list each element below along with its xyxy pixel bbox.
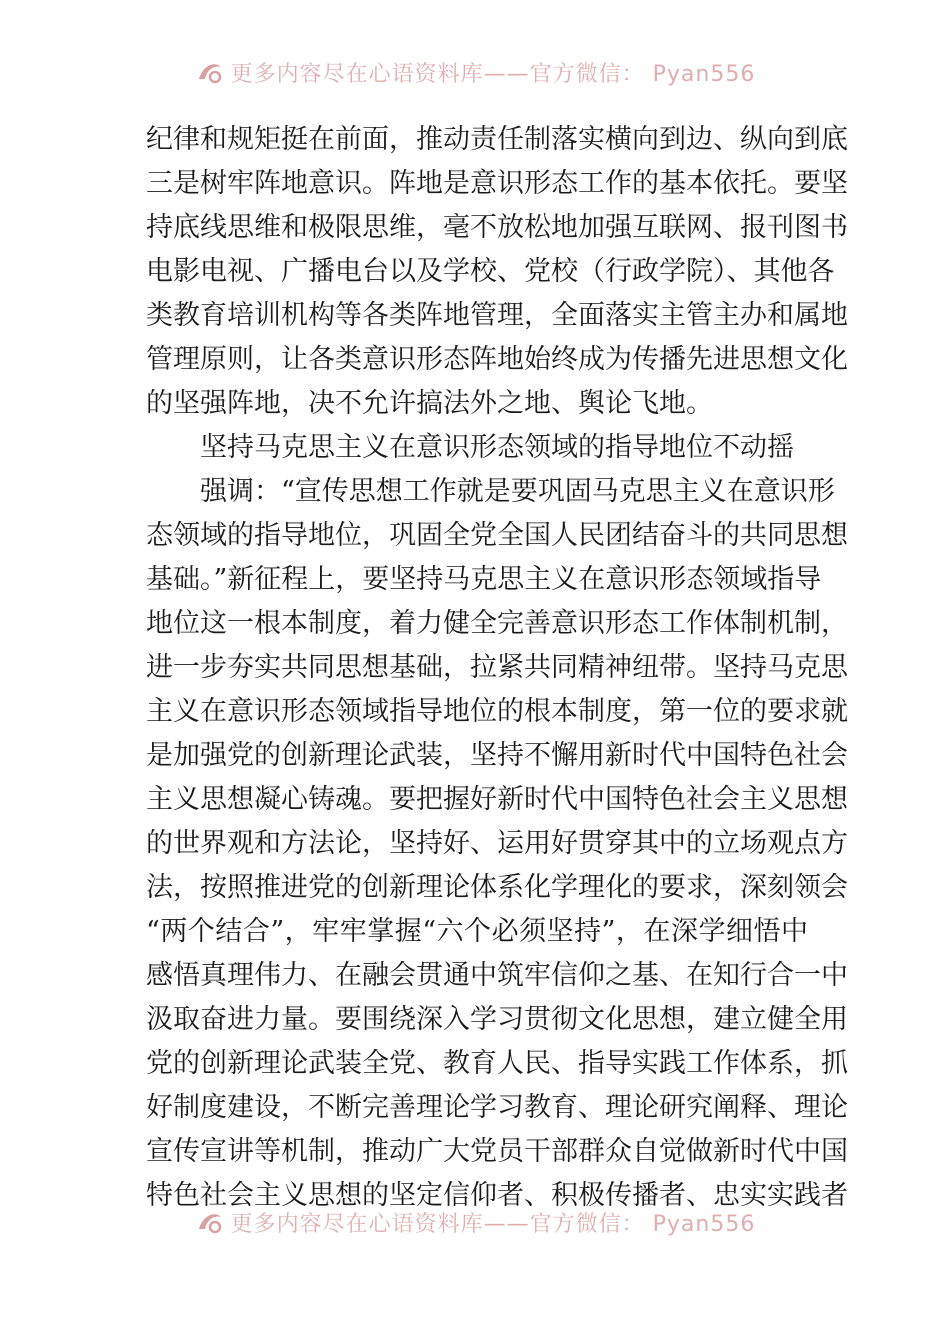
body-line: “两个结合”，牢牢掌握“六个必须坚持”，在深学细悟中 [146, 916, 808, 947]
body-line: 感悟真理伟力、在融会贯通中筑牢信仰之基、在知行合一中 [146, 960, 848, 991]
body-line: 进一步夯实共同思想基础，拉紧共同精神纽带。坚持马克思 [146, 652, 848, 683]
body-line: 态领域的指导地位，巩固全党全国人民团结奋斗的共同思想 [146, 520, 848, 551]
body-line: 三是树牢阵地意识。阵地是意识形态工作的基本依托。要坚 [146, 168, 848, 199]
body-line: 纪律和规矩挺在前面，推动责任制落实横向到边、纵向到底 [146, 124, 848, 155]
body-line: 电影电视、广播电台以及学校、党校（行政学院）、其他各 [146, 256, 835, 287]
body-line: 管理原则，让各类意识形态阵地始终成为传播先进思想文化 [146, 344, 848, 375]
body-line: 的世界观和方法论，坚持好、运用好贯穿其中的立场观点方 [146, 828, 848, 859]
body-line: 是加强党的创新理论武装，坚持不懈用新时代中国特色社会 [146, 740, 848, 771]
body-line: 汲取奋进力量。要围绕深入学习贯彻文化思想，建立健全用 [146, 1004, 848, 1035]
body-line: 特色社会主义思想的坚定信仰者、积极传播者、忠实实践者 [146, 1180, 848, 1211]
watermark-text: 更多内容尽在心语资料库——官方微信： Pyan556 [230, 61, 756, 87]
body-line: 宣传宣讲等机制，推动广大党员干部群众自觉做新时代中国 [146, 1136, 848, 1167]
body-line: 主义在意识形态领域指导地位的根本制度，第一位的要求就 [146, 696, 848, 727]
body-line: 好制度建设，不断完善理论学习教育、理论研究阐释、理论 [146, 1092, 848, 1123]
body-line: 地位这一根本制度，着力健全完善意识形态工作体制机制， [146, 608, 848, 639]
body-line: 持底线思维和极限思维，毫不放松地加强互联网、报刊图书 [146, 212, 848, 243]
body-line: 基础。”新征程上，要坚持马克思主义在意识形态领域指导 [146, 564, 822, 595]
body-line: 党的创新理论武装全党、教育人民、指导实践工作体系，抓 [146, 1048, 848, 1079]
section-heading: 坚持马克思主义在意识形态领域的指导地位不动摇 [200, 432, 794, 463]
body-line: 强调：“宣传思想工作就是要巩固马克思主义在意识形 [200, 476, 835, 507]
body-line: 法，按照推进党的创新理论体系化学理化的要求，深刻领会 [146, 872, 848, 903]
watermark-footer [0, 1202, 950, 1242]
watermark-header [0, 52, 950, 92]
document-body [146, 118, 848, 1218]
body-line: 主义思想凝心铸魂。要把握好新时代中国特色社会主义思想 [146, 784, 848, 815]
body-line: 的坚强阵地，决不允许搞法外之地、舆论飞地。 [146, 388, 713, 419]
watermark-logo-icon [195, 1209, 225, 1235]
watermark-text: 更多内容尽在心语资料库——官方微信： Pyan556 [230, 1211, 756, 1237]
body-line: 类教育培训机构等各类阵地管理，全面落实主管主办和属地 [146, 300, 848, 331]
watermark-logo-icon [195, 59, 225, 85]
